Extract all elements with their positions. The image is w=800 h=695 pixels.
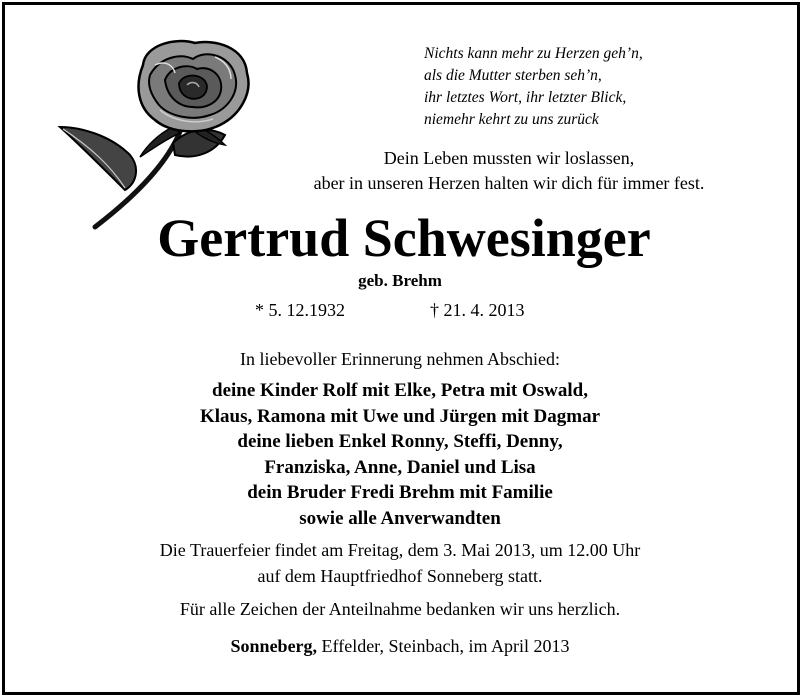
intro-verse <box>0 146 800 196</box>
farewell-intro: In liebevoller Erinnerung nehmen Abschied: <box>240 349 560 369</box>
mourner-line: dein Bruder Fredi Brehm mit Familie <box>247 482 553 503</box>
maiden-name: geb. Brehm <box>358 271 442 290</box>
funeral-service <box>0 537 800 589</box>
poem-line: niemehr kehrt zu uns zurück <box>424 111 599 128</box>
place-date-line <box>0 633 800 659</box>
service-line: Die Trauerfeier findet am Freitag, dem 3. Mai 2013, um 12.00 Uhr <box>159 540 641 560</box>
intro-verse-line: Dein Leben mussten wir loslassen, <box>383 148 635 168</box>
mourner-line: Franziska, Anne, Daniel und Lisa <box>264 456 536 478</box>
birth-date: * 5. 12.1932 <box>255 300 345 320</box>
mourner-line: Klaus, Ramona mit Uwe und Jürgen mit Dagmar <box>199 405 601 427</box>
place-rest: Effelder, Steinbach, im April 2013 <box>317 636 570 656</box>
intro-verse-line: aber in unseren Herzen halten wir dich für immer fest. <box>313 173 705 193</box>
life-dates <box>0 297 800 323</box>
mourner-line: deine Kinder Rolf mit Elke, Petra mit Oswald, <box>212 380 588 401</box>
poem <box>424 43 784 131</box>
poem-line: als die Mutter sterben seh’n, <box>424 67 602 84</box>
mourners-list <box>0 378 800 531</box>
thanks-line: Für alle Zeichen der Anteilnahme bedanken wir uns herzlich. <box>179 599 621 619</box>
place-city: Sonneberg, <box>230 636 318 656</box>
death-date: † 21. 4. 2013 <box>430 300 525 320</box>
mourner-line: sowie alle Anverwandten <box>299 507 501 529</box>
poem-line: ihr letztes Wort, ihr letzter Blick, <box>424 89 627 106</box>
mourner-line: deine lieben Enkel Ronny, Steffi, Denny, <box>237 431 563 452</box>
service-line: auf dem Hauptfriedhof Sonneberg statt. <box>257 566 543 586</box>
poem-line: Nichts kann mehr zu Herzen geh’n, <box>424 45 643 62</box>
deceased-name: Gertrud Schwesinger <box>157 208 651 268</box>
